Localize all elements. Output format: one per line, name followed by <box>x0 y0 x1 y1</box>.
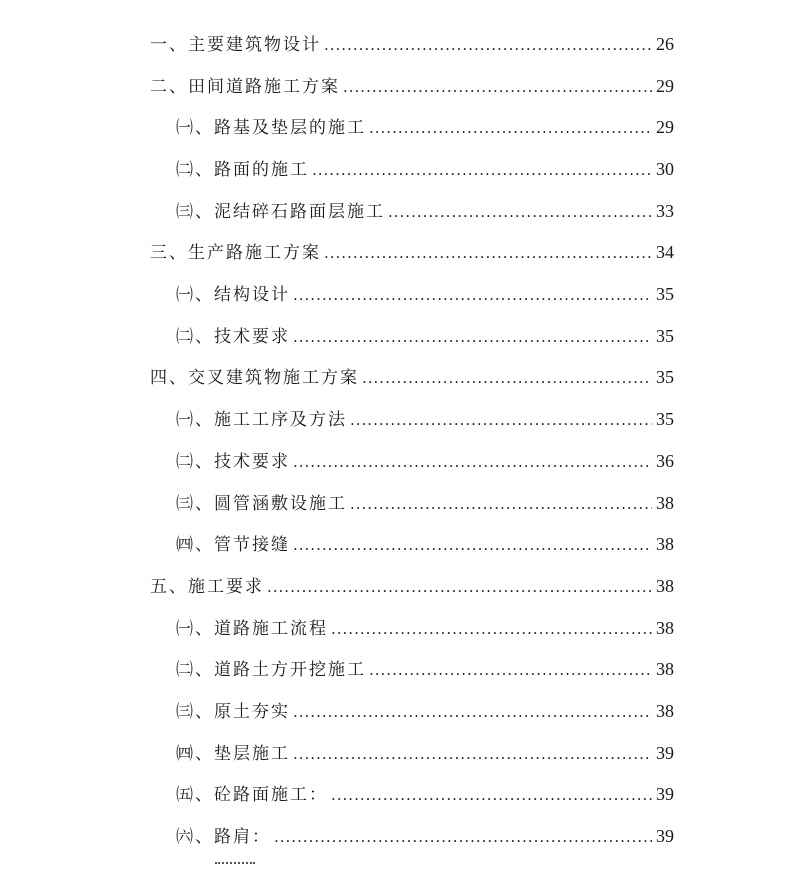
toc-leader-dots <box>293 448 652 476</box>
cut-off-text-fragment <box>215 862 255 869</box>
toc-entry-label: 三、生产路施工方案 <box>150 243 321 263</box>
toc-entry-label: ㈡、技术要求 <box>176 327 290 347</box>
toc-leader-dots <box>350 490 652 518</box>
toc-entry[interactable] <box>176 447 674 475</box>
toc-entry[interactable] <box>176 322 674 350</box>
toc-entry[interactable] <box>176 197 674 225</box>
toc-page-number: 34 <box>656 242 674 262</box>
toc-page-number: 29 <box>656 117 674 137</box>
toc-entry-label: ㈡、道路土方开挖施工 <box>176 660 366 680</box>
toc-leader-dots <box>324 239 652 267</box>
cut-off-glyph-top <box>215 862 255 867</box>
toc-leader-dots <box>350 406 652 434</box>
toc-entry-label: ㈢、泥结碎石路面层施工 <box>176 202 385 222</box>
toc-entry-label: ㈡、路面的施工 <box>176 160 309 180</box>
toc-entry[interactable] <box>150 30 674 58</box>
toc-entry-label: ㈤、砼路面施工： <box>176 785 328 805</box>
toc-page-number: 39 <box>656 743 674 763</box>
toc-page-number: 38 <box>656 659 674 679</box>
toc-entry[interactable] <box>176 614 674 642</box>
toc-entry-label: 一、主要建筑物设计 <box>150 35 321 55</box>
toc-leader-dots <box>293 740 652 768</box>
toc-entry-label: ㈣、垫层施工 <box>176 744 290 764</box>
toc-entry[interactable] <box>176 489 674 517</box>
toc-page-number: 30 <box>656 159 674 179</box>
toc-entry[interactable] <box>176 155 674 183</box>
toc-leader-dots <box>293 281 652 309</box>
toc-entry[interactable] <box>176 697 674 725</box>
toc-entry[interactable] <box>176 530 674 558</box>
toc-page-number: 39 <box>656 826 674 846</box>
toc-leader-dots <box>274 823 652 851</box>
toc-leader-dots <box>331 615 652 643</box>
toc-leader-dots <box>267 573 652 601</box>
toc-leader-dots <box>369 114 652 142</box>
toc-entry-label: 二、田间道路施工方案 <box>150 77 340 97</box>
toc-page-number: 29 <box>656 76 674 96</box>
toc-leader-dots <box>388 198 652 226</box>
toc-leader-dots <box>369 656 652 684</box>
toc-page-number: 26 <box>656 34 674 54</box>
toc-page-number: 35 <box>656 409 674 429</box>
toc-entry-label: 五、施工要求 <box>150 577 264 597</box>
toc-leader-dots <box>293 698 652 726</box>
toc-entry[interactable] <box>176 655 674 683</box>
toc-page-number: 38 <box>656 493 674 513</box>
toc-leader-dots <box>331 781 652 809</box>
toc-leader-dots <box>312 156 652 184</box>
toc-entry[interactable] <box>150 238 674 266</box>
toc-page-number: 35 <box>656 284 674 304</box>
toc-entry-label: ㈡、技术要求 <box>176 452 290 472</box>
toc-page-number: 38 <box>656 576 674 596</box>
toc-entry-label: ㈠、施工工序及方法 <box>176 410 347 430</box>
toc-entry[interactable] <box>176 822 674 850</box>
toc-page-number: 38 <box>656 534 674 554</box>
toc-entry-label: ㈢、圆管涵敷设施工 <box>176 494 347 514</box>
toc-page-number: 33 <box>656 201 674 221</box>
toc-entry-label: ㈢、原土夯实 <box>176 702 290 722</box>
toc-entry[interactable] <box>176 280 674 308</box>
toc-entry-label: ㈥、路肩： <box>176 827 271 847</box>
toc-entry-label: ㈠、道路施工流程 <box>176 619 328 639</box>
toc-page-number: 38 <box>656 618 674 638</box>
toc-entry[interactable] <box>176 739 674 767</box>
toc-entry-label: ㈠、路基及垫层的施工 <box>176 118 366 138</box>
toc-entry-label: ㈠、结构设计 <box>176 285 290 305</box>
toc-entry[interactable] <box>176 405 674 433</box>
toc-page-number: 38 <box>656 701 674 721</box>
toc-entry-label: 四、交叉建筑物施工方案 <box>150 368 359 388</box>
toc-leader-dots <box>343 73 652 101</box>
toc-leader-dots <box>293 531 652 559</box>
toc-page-number: 35 <box>656 367 674 387</box>
toc-page-number: 35 <box>656 326 674 346</box>
toc-entry[interactable] <box>150 572 674 600</box>
toc-leader-dots <box>293 323 652 351</box>
toc-entry[interactable] <box>176 113 674 141</box>
toc-entry[interactable] <box>150 72 674 100</box>
toc-leader-dots <box>324 31 652 59</box>
toc-page-number: 36 <box>656 451 674 471</box>
toc-entry-label: ㈣、管节接缝 <box>176 535 290 555</box>
toc-leader-dots <box>362 364 652 392</box>
toc-entry[interactable] <box>176 780 674 808</box>
toc-entry[interactable] <box>150 363 674 391</box>
toc-page-number: 39 <box>656 784 674 804</box>
